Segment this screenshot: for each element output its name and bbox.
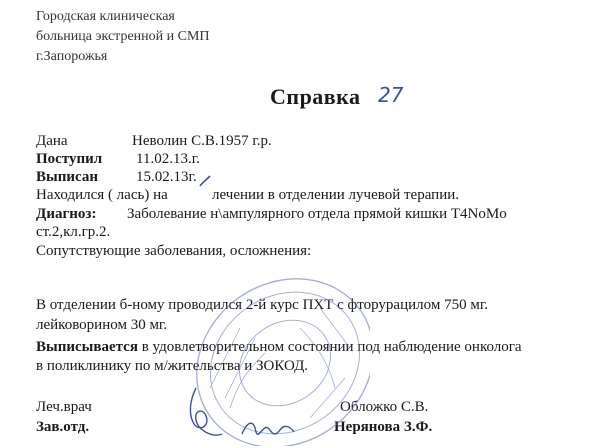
admitted-label: Поступил — [36, 151, 103, 167]
treatment-text-end: лечении в отделении лучевой терапии. — [212, 187, 460, 203]
admitted-date: 11.02.13.г. — [136, 151, 200, 167]
discharged-date: 15.02.13г. — [136, 169, 197, 185]
therapy-line2: лейковорином 30 мг. — [36, 317, 168, 333]
diagnosis-label: Диагноз: — [36, 206, 97, 222]
diagnosis-text: Заболевание н\ампулярного отдела прямой кишки Т4NоMо — [127, 206, 507, 222]
doctor-signature — [176, 380, 236, 444]
comorbidities-text: Сопутствующие заболевания, осложнения: — [36, 243, 312, 259]
diagnosis-stage: ст.2,кл.гр.2. — [36, 224, 111, 240]
hospital-name-line2: больница экстренной и СМП — [36, 29, 210, 44]
patient-value: Неволин С.В.1957 г.р. — [132, 133, 272, 149]
head-of-department-label: Зав.отд. — [36, 419, 90, 435]
discharged-label: Выписан — [36, 169, 98, 185]
certificate-number: 27 — [378, 83, 404, 107]
treatment-text-start: Находился ( лась) на — [36, 187, 168, 203]
therapy-line1: В отделении б-ному проводился 2-й курс ПХТ с фторурацилом 750 мг. — [36, 297, 489, 313]
doctor-name: Обложко С.В. — [340, 399, 429, 415]
discharge-note-text: в удовлетворительном состоянии под наблюдение онколога — [137, 339, 522, 355]
head-of-department-name: Нерянова З.Ф. — [334, 419, 433, 435]
document-title: Справка — [270, 84, 361, 109]
discharge-label: Выписывается — [36, 339, 138, 355]
patient-label: Дана — [36, 133, 68, 149]
head-signature — [238, 410, 298, 446]
hospital-city: г.Запорожья — [36, 49, 108, 64]
doctor-label: Леч.врач — [36, 399, 92, 415]
discharge-note-line2: в поликлинику по м/жительства и ЗОКОД. — [36, 358, 309, 374]
hospital-name-line1: Городская клиническая — [36, 9, 175, 24]
